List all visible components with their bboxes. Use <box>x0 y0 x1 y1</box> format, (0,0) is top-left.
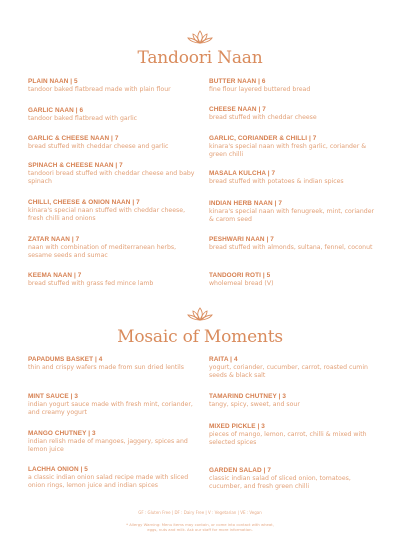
sides-right-column <box>209 356 379 490</box>
item-name: ZATAR NAAN | 7 <box>28 236 80 243</box>
item-description: kinara's special naan with fenugreek, mint, coriander & carom seed <box>209 208 375 223</box>
item-description: tandoor baked flatbread made with plain flour <box>28 86 171 93</box>
menu-item <box>28 162 198 199</box>
menu-item <box>209 423 379 467</box>
item-description: wholemeal bread (V) <box>209 280 274 287</box>
allergy-note-line-1: * Allergy Warning: Menu items may contain, or come into contact with wheat, <box>126 522 274 527</box>
item-name: BUTTER NAAN | 6 <box>209 78 266 85</box>
item-name: MANGO CHUTNEY | 3 <box>28 430 96 437</box>
item-name: RAITA | 4 <box>209 356 238 363</box>
lotus-icon <box>187 306 213 322</box>
menu-item <box>209 236 379 272</box>
menu-item <box>28 356 198 393</box>
menu-item <box>28 430 198 466</box>
item-name: TANDOORI ROTI | 5 <box>209 272 271 279</box>
menu-item <box>209 467 379 490</box>
item-description: naan with combination of mediterranean herbs, sesame seeds and sumac <box>28 244 177 259</box>
menu-item <box>28 236 198 272</box>
menu-item <box>28 107 198 135</box>
item-name: CHILLI, CHEESE & ONION NAAN | 7 <box>28 199 140 206</box>
item-name: PESHWARI NAAN | 7 <box>209 236 274 243</box>
menu-item <box>28 466 198 489</box>
item-name: GARDEN SALAD | 7 <box>209 467 271 474</box>
item-description: bread stuffed with almonds, sultana, fennel, coconut <box>209 244 373 251</box>
item-name: GARLIC NAAN | 6 <box>28 107 84 114</box>
menu-item <box>209 78 379 106</box>
item-description: pieces of mango, lemon, carrot, chilli & mixed with selected spices <box>209 431 367 446</box>
item-name: LACHHA ONION | 5 <box>28 466 88 473</box>
item-description: bread stuffed with potatoes & indian spices <box>209 178 344 185</box>
menu-item <box>209 272 379 288</box>
item-description: tangy, spicy, sweet, and sour <box>209 401 300 408</box>
item-name: CHEESE NAAN | 7 <box>209 106 266 113</box>
item-name: MIXED PICKLE | 3 <box>209 423 265 430</box>
menu-item <box>28 199 198 236</box>
item-description: indian yogurt sauce made with fresh mint, coriander, and creamy yogurt <box>28 401 193 416</box>
item-name: PLAIN NAAN | 5 <box>28 78 78 85</box>
menu-item <box>209 393 379 423</box>
item-description: bread stuffed with grass fed mince lamb <box>28 280 154 287</box>
menu-item <box>209 200 379 236</box>
item-description: thin and crispy wafers made from sun dried lentils <box>28 364 184 371</box>
section-title-tandoori-naan: Tandoori Naan <box>137 48 263 68</box>
item-name: MINT SAUCE | 3 <box>28 393 79 400</box>
item-name: PAPADUMS BASKET | 4 <box>28 356 103 363</box>
menu-item <box>209 356 379 393</box>
item-description: indian relish made of mangoes, jaggery, spices and lemon juice <box>28 438 188 453</box>
item-description: bread stuffed with cheddar cheese and garlic <box>28 143 169 150</box>
allergy-note-line-2: eggs, nuts and milk. Ask our staff for more information. <box>147 527 253 532</box>
item-name: GARLIC, CORIANDER & CHILLI | 7 <box>209 135 317 142</box>
menu-item <box>28 393 198 430</box>
item-name: MASALA KULCHA | 7 <box>209 170 276 177</box>
menu-item <box>209 170 379 200</box>
naan-left-column <box>28 78 198 288</box>
lotus-icon <box>187 29 213 45</box>
menu-item <box>28 272 198 288</box>
item-description: fine flour layered buttered bread <box>209 86 311 93</box>
sides-left-column <box>28 356 198 489</box>
item-description: a classic indian onion salad recipe made with sliced onion rings, lemon juice and indian spices <box>28 474 189 489</box>
menu-item <box>209 106 379 135</box>
menu-item <box>209 135 379 170</box>
item-description: kinara's special naan with fresh garlic, coriander & green chilli <box>209 143 367 158</box>
menu-item <box>28 135 198 162</box>
dietary-legend: GF : Gluten Free | DF : Dairy Free | V : Vegetarian | VE : Vegan <box>138 510 262 515</box>
item-name: GARLIC & CHEESE NAAN | 7 <box>28 135 119 142</box>
section-title-mosaic-of-moments: Mosaic of Moments <box>117 327 283 347</box>
item-name: KEEMA NAAN | 7 <box>28 272 82 279</box>
item-description: kinara's special naan stuffed with cheddar cheese, fresh chilli and onions <box>28 207 186 222</box>
item-name: SPINACH & CHEESE NAAN | 7 <box>28 162 123 169</box>
item-description: bread stuffed with cheddar cheese <box>209 114 317 121</box>
menu-item <box>28 78 198 107</box>
item-description: tandoori bread stuffed with cheddar cheese and baby spinach <box>28 170 195 185</box>
naan-right-column <box>209 78 379 288</box>
item-description: yogurt, coriander, cucumber, carrot, roasted cumin seeds & black salt <box>209 364 368 379</box>
item-name: INDIAN HERB NAAN | 7 <box>209 200 283 207</box>
item-description: classic indian salad of sliced onion, tomatoes, cucumber, and fresh green chilli <box>209 475 351 490</box>
item-name: TAMARIND CHUTNEY | 3 <box>209 393 287 400</box>
item-description: tandoor baked flatbread with garlic <box>28 115 138 122</box>
